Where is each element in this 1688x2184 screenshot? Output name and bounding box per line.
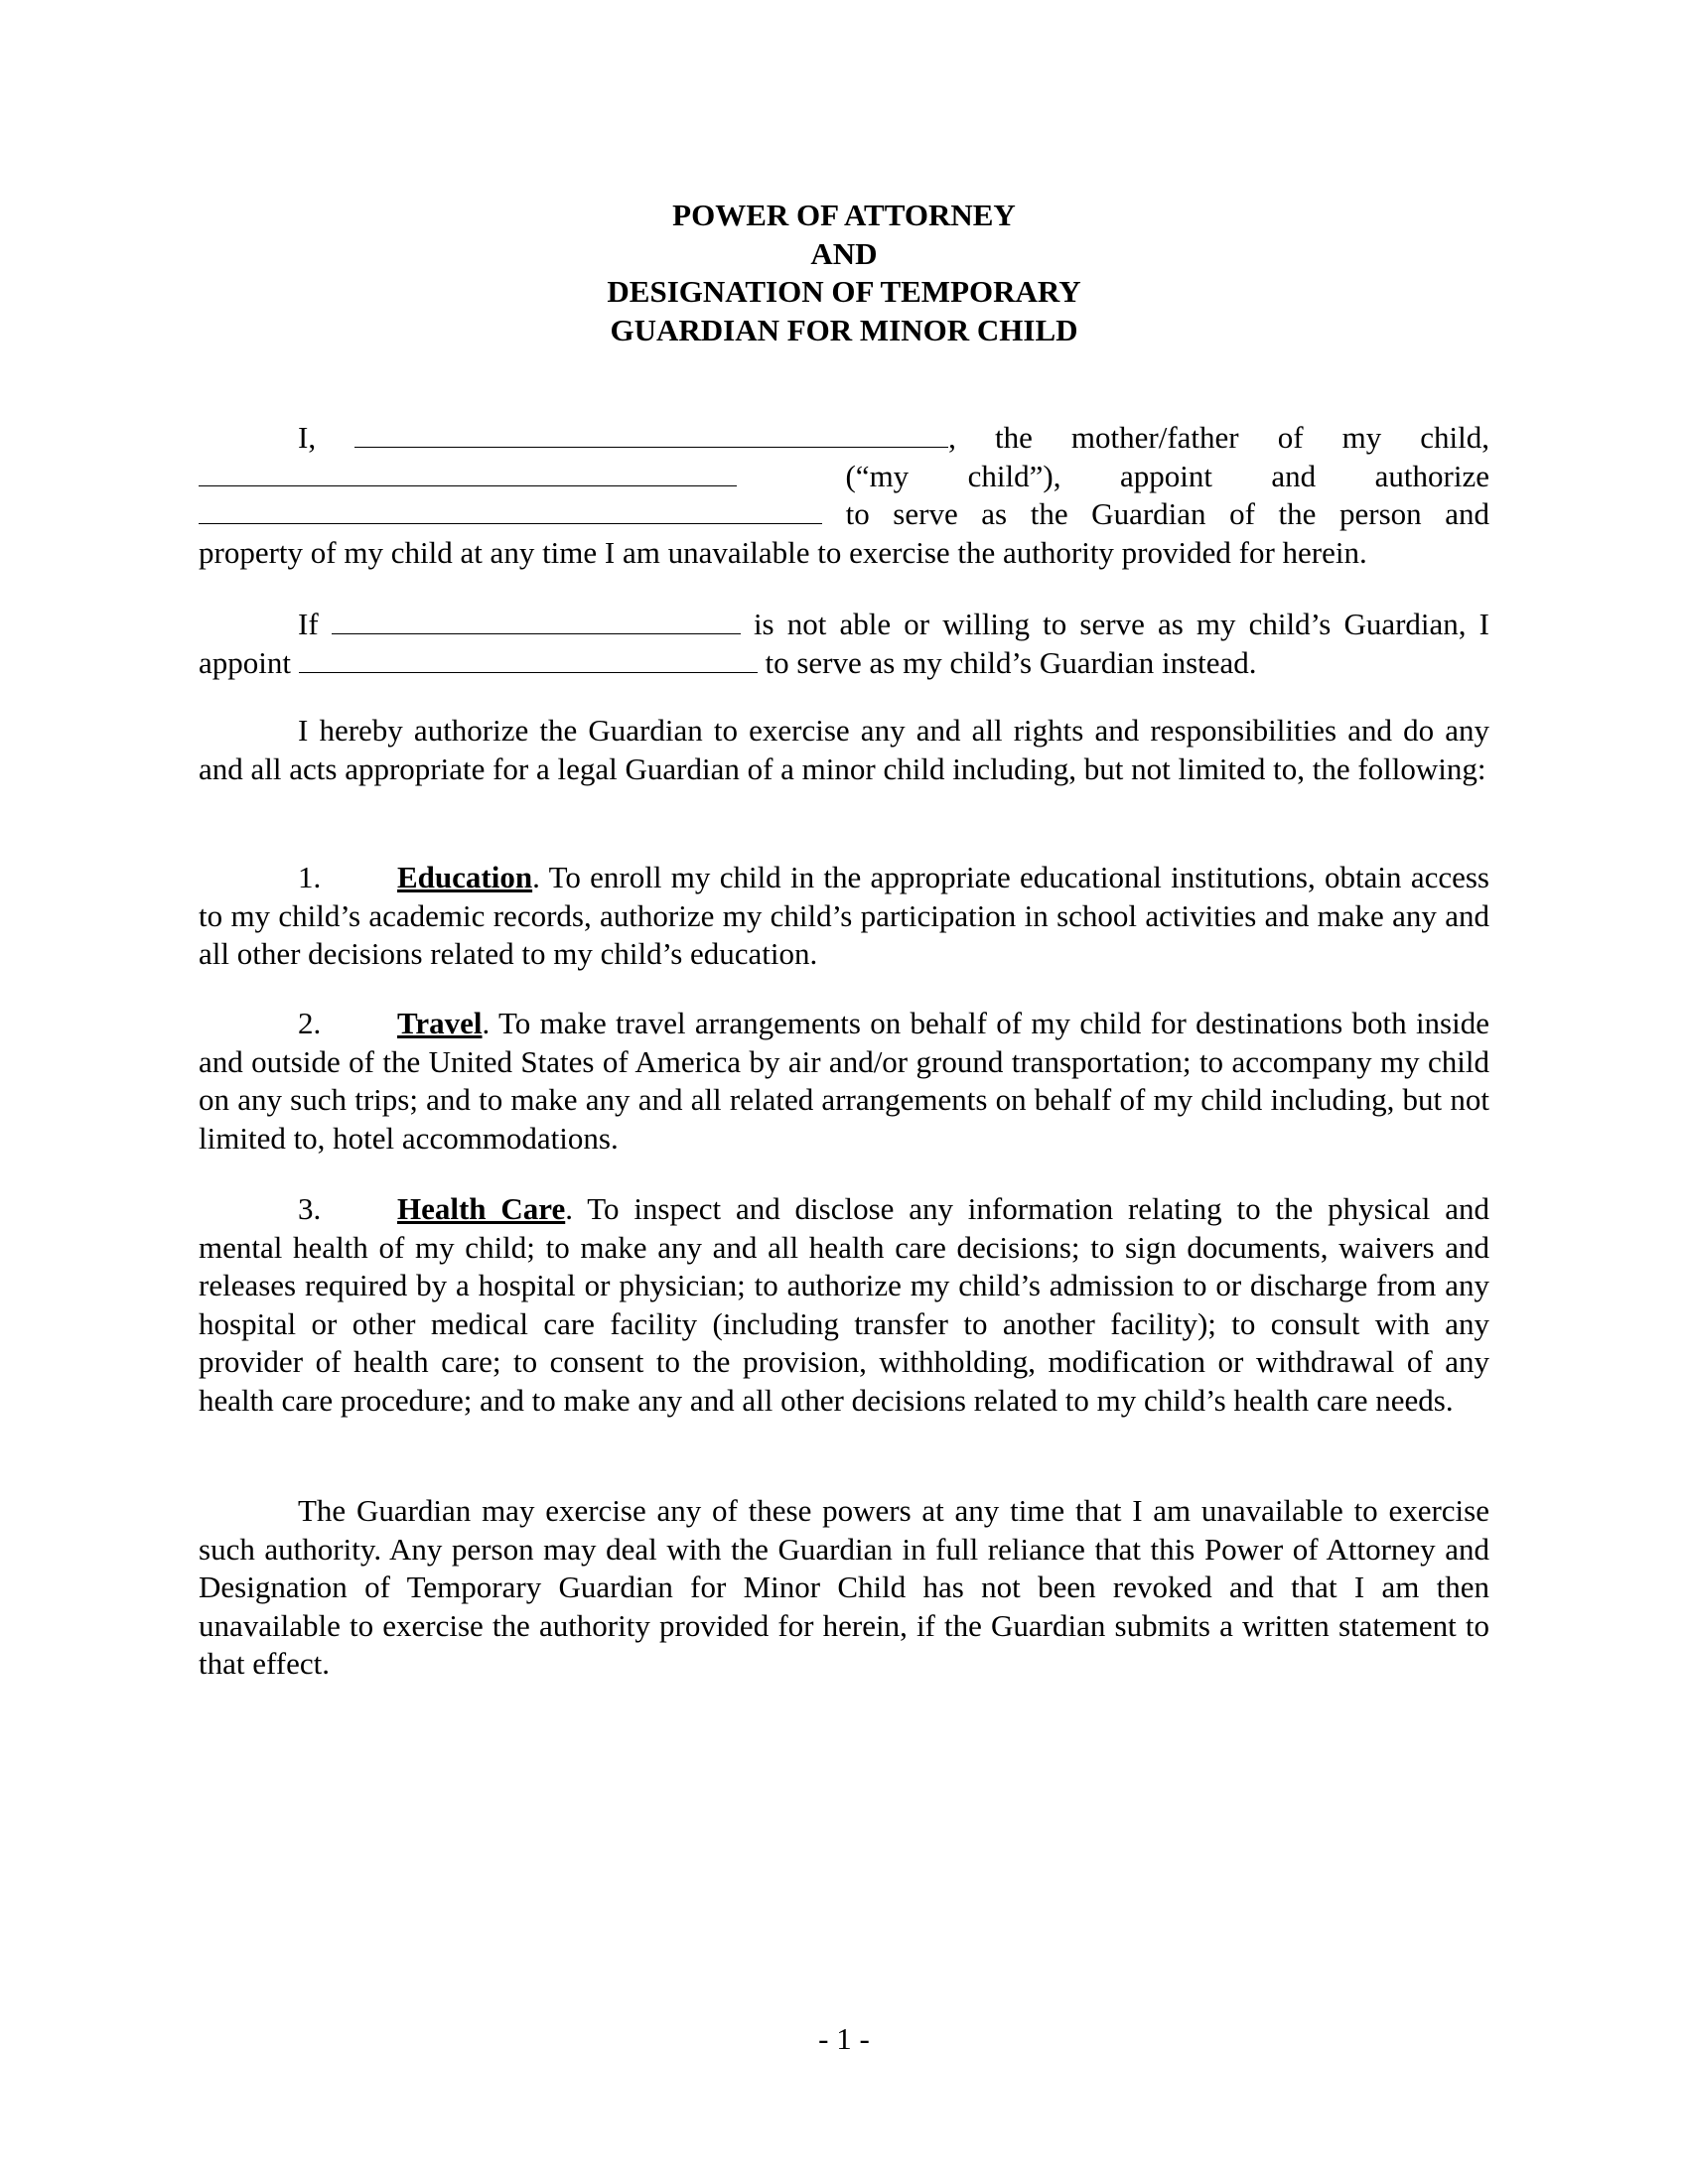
item-3-text: . To inspect and disclose any information relating to the physical and mental health of my child; to make any and all health care decisions; to sign documents, waivers and releases required by a hospital or physician; to authorize my child’s admission to or discharge from any hospital or other medical care facility (including transfer to another facility); to consult with any provider of health care; to consent to the provision, withholding, modification or withdrawal of any health care procedure; and to make any and all other decisions related to my child’s health care needs. [199,1191,1489,1418]
item-travel [199,1005,1489,1158]
guardian-name-field[interactable] [199,495,822,524]
item-1-heading: Education [397,860,533,894]
item-3-heading: Health Care [397,1191,566,1226]
item-health-care [199,1190,1489,1420]
appointment-text-3: to serve as the Guardian of the person and [845,496,1489,531]
parent-name-field[interactable] [354,419,948,448]
title-line-4: GUARDIAN FOR MINOR CHILD [610,312,1078,347]
alternate-appoint: appoint [199,644,291,680]
appointment-line-3 [199,495,1489,534]
alternate-text-1: is not able or willing to serve as my child’s Guardian, I [753,607,1489,641]
reliance-paragraph: The Guardian may exercise any of these powers at any time that I am unavailable to exercise such authority. Any person may deal with the Guardian in full reliance that this Power of Attorney and Designation of Temporary Guardian for Minor Child has not been revoked and that I am then unavailable to exercise the authority provided for herein, if the Guardian submits a written statement to that effect. [199,1493,1489,1681]
authorization-paragraph: I hereby authorize the Guardian to exercise any and all rights and responsibilities and do any and all acts appropriate for a legal Guardian of a minor child including, but not limited to, the following: [199,713,1489,786]
appointment-text-1: , the mother/father of my child, [948,420,1489,455]
item-2-number: 2. [298,1006,322,1040]
item-education [199,859,1489,974]
appointment-i: I, [298,420,317,455]
document-title [0,197,1688,349]
title-line-1: POWER OF ATTORNEY [672,198,1016,232]
appointment-line-2 [199,458,1489,496]
alternate-paragraph [199,606,1489,682]
item-3-number: 3. [298,1191,322,1226]
first-guardian-field[interactable] [332,606,741,634]
item-1-text: . To enroll my child in the appropriate educational institutions, obtain access to my child’s academic records, authorize my child’s participation in school activities and make any and all other decisions related to my child’s education. [199,860,1489,971]
item-2-heading: Travel [397,1006,483,1040]
appointment-line-4: property of my child at any time I am unavailable to exercise the authority provided for herein. [199,534,1367,570]
alternate-if: If [298,607,319,641]
title-line-2: AND [810,235,878,271]
item-2-text: . To make travel arrangements on behalf of my child for destinations both inside and outside of the United States of America by air and/or ground transportation; to accompany my child on any such trips; and to make any and all related arrangements on behalf of my child including, but not limited to, hotel accommodations. [199,1006,1489,1156]
alternate-line-2 [199,644,1489,683]
alternate-text-2: to serve as my child’s Guardian instead. [765,644,1257,680]
title-line-3: DESIGNATION OF TEMPORARY [607,274,1081,309]
item-1-number: 1. [298,860,322,894]
appointment-line-1 [199,419,1489,458]
appointment-paragraph [199,419,1489,572]
child-name-field[interactable] [199,458,737,486]
alternate-guardian-field[interactable] [299,644,758,673]
page-number: - 1 - [818,2021,870,2056]
appointment-text-2: (“my child”), appoint and authorize [845,458,1489,493]
alternate-line-1 [199,606,1489,644]
